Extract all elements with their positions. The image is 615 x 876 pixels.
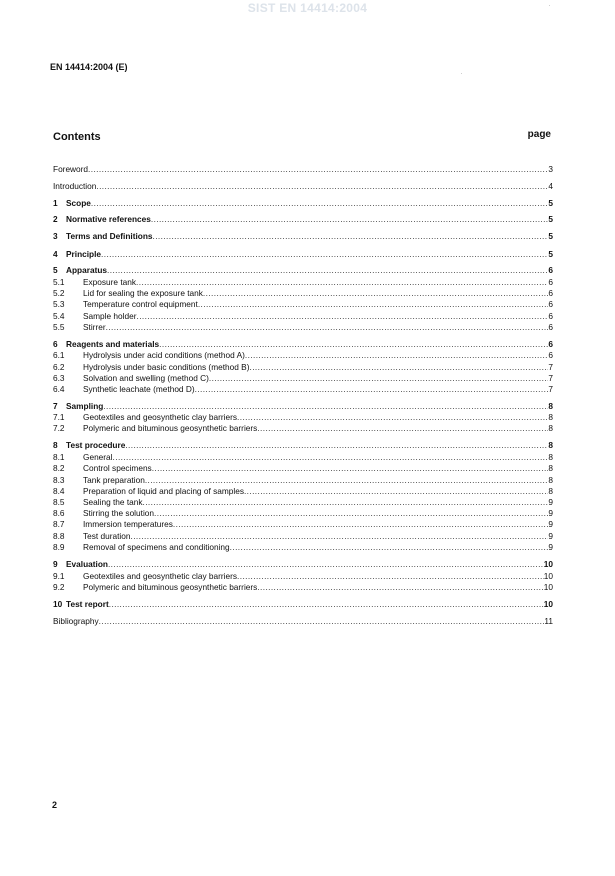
toc-entry-number: 5 [53,265,58,275]
toc-entry-page: 7 [548,384,553,394]
toc-entry-title: Foreword [53,164,89,174]
toc-entry-title: Normative references [66,214,151,224]
toc-entry-title: Solvation and swelling (method C) [83,373,209,383]
toc-dot-leader [152,462,549,474]
toc-entry-number: 5.3 [53,299,65,309]
toc-entry-page: 10 [543,571,553,581]
toc-entry[interactable] [53,248,553,260]
toc-entry-page: 9 [548,497,553,507]
toc-dot-leader [245,349,549,361]
toc-entry-page: 10 [543,582,553,592]
toc-entry-page: 8 [548,401,553,411]
toc-entry-page: 8 [548,463,553,473]
toc-dot-leader [230,541,549,553]
toc-entry[interactable] [53,197,553,209]
toc-entry-title: Scope [66,198,91,208]
toc-entry-page: 3 [548,164,553,174]
toc-entry-page: 7 [548,373,553,383]
toc-entry-page: 8 [548,486,553,496]
toc-entry[interactable] [53,230,553,242]
watermark: SIST EN 14414:2004 [247,1,368,15]
toc-entry-number: 6.4 [53,384,65,394]
toc-entry[interactable] [53,581,553,593]
toc-entry-title: Sample holder [83,311,137,321]
toc-entry-page: 8 [548,475,553,485]
toc-entry-page: 8 [548,452,553,462]
toc-entry-title: Introduction [53,181,97,191]
toc-entry-title: Stirring the solution [83,508,155,518]
page-number: 2 [52,800,58,810]
toc-entry-number: 9.1 [53,571,65,581]
toc-entry[interactable] [53,518,553,530]
toc-entry-number: 1 [53,198,58,208]
toc-entry-number: 8.2 [53,463,65,473]
toc-entry-page: 6 [548,299,553,309]
toc-entry-title: Lid for sealing the exposure tank [83,288,203,298]
toc-entry-title: Synthetic leachate (method D) [83,384,195,394]
toc-entry-title: General [83,452,113,462]
toc-dot-leader [106,321,549,333]
toc-entry-title: Stirrer [83,322,106,332]
toc-entry-title: Apparatus [66,265,108,275]
toc-entry-title: Principle [66,249,102,259]
toc-entry-title: Tank preparation [83,475,145,485]
toc-entry-page: 9 [548,531,553,541]
document-reference: EN 14414:2004 (E) [50,62,128,72]
toc-entry-page: 6 [548,322,553,332]
toc-entry-page: 8 [548,423,553,433]
toc-entry[interactable] [53,422,553,434]
toc-entry[interactable] [53,349,553,361]
toc-dot-leader [195,383,549,395]
toc-entry-page: 8 [548,412,553,422]
toc-entry[interactable] [53,615,553,627]
toc-entry-title: Test report [66,599,109,609]
toc-entry-number: 9 [53,559,58,569]
toc-entry-page: 5 [548,198,553,208]
toc-entry[interactable] [53,163,553,175]
toc-entry-page: 11 [544,616,553,626]
toc-entry-page: 5 [548,214,553,224]
toc-entry-number: 2 [53,214,58,224]
toc-dot-leader [257,581,543,593]
toc-entry-title: Hydrolysis under acid conditions (method A) [83,350,245,360]
toc-entry-page: 6 [548,350,553,360]
scan-speck [549,5,550,6]
toc-entry-page: 6 [548,311,553,321]
page-column-label: page [527,129,551,140]
toc-entry-number: 8.4 [53,486,65,496]
toc-entry-number: 8.9 [53,542,65,552]
toc-entry-number: 8.3 [53,475,65,485]
toc-entry-number: 7 [53,401,58,411]
toc-entry-title: Terms and Definitions [66,231,153,241]
toc-entry-number: 7.2 [53,423,65,433]
toc-entry-title: Temperature control equipment [83,299,198,309]
toc-entry[interactable] [53,321,553,333]
toc-entry-page: 9 [548,519,553,529]
scan-speck [461,73,462,74]
toc-entry-number: 7.1 [53,412,65,422]
toc-entry-title: Immersion temperatures [83,519,173,529]
toc-entry[interactable] [53,439,553,451]
toc-entry-title: Reagents and materials [66,339,160,349]
toc-entry-number: 5.2 [53,288,65,298]
toc-entry-title: Preparation of liquid and placing of samples [83,486,244,496]
toc-dot-leader [91,197,548,209]
toc-entry-number: 6.2 [53,362,65,372]
toc-entry-number: 3 [53,231,58,241]
toc-entry-page: 9 [548,542,553,552]
toc-entry-title: Geotextiles and geosynthetic clay barriers [83,412,238,422]
toc-entry-page: 7 [548,362,553,372]
toc-entry-title: Polymeric and bituminous geosynthetic barriers [83,582,258,592]
toc-entry-title: Sealing the tank [83,497,143,507]
toc-entry-number: 8 [53,440,58,450]
toc-entry-number: 8.7 [53,519,65,529]
toc-entry[interactable] [53,383,553,395]
toc-entry-title: Sampling [66,401,104,411]
toc-dot-leader [101,248,548,260]
toc-entry-number: 6.3 [53,373,65,383]
toc-dot-leader [151,213,549,225]
toc-entry-page: 6 [548,339,553,349]
toc-entry-page: 9 [548,508,553,518]
toc-dot-leader [153,230,549,242]
toc-entry-number: 8.5 [53,497,65,507]
toc-dot-leader [108,558,544,570]
toc-entry-title: Exposure tank [83,277,137,287]
toc-entry-page: 5 [548,231,553,241]
toc-dot-leader [125,439,548,451]
toc-entry-title: Control specimens [83,463,152,473]
toc-entry[interactable] [53,264,553,276]
toc-entry-number: 9.2 [53,582,65,592]
toc-dot-leader [173,518,548,530]
toc-entry[interactable] [53,213,553,225]
toc-dot-leader [198,298,549,310]
toc-entry-title: Test procedure [66,440,126,450]
toc-entry-number: 5.4 [53,311,65,321]
toc-entry-number: 8.8 [53,531,65,541]
toc-dot-leader [96,180,548,192]
toc-entry-number: 5.1 [53,277,65,287]
toc-entry-number: 6 [53,339,58,349]
toc-entry-title: Hydrolysis under basic conditions (method B) [83,362,250,372]
toc-entry-number: 6.1 [53,350,65,360]
toc-entry-page: 6 [548,277,553,287]
toc-entry-page: 6 [548,265,553,275]
toc-dot-leader [109,598,544,610]
toc-entry-number: 5.5 [53,322,65,332]
toc-entry[interactable] [53,558,553,570]
toc-entry-number: 8.1 [53,452,65,462]
toc-entry-page: 10 [543,599,553,609]
toc-dot-leader [88,163,548,175]
toc-entry-title: Test duration [83,531,131,541]
toc-entry-number: 10 [53,599,63,609]
toc-entry[interactable] [53,598,553,610]
toc-entry[interactable] [53,462,553,474]
toc-entry-title: Bibliography [53,616,99,626]
toc-dot-leader [257,422,548,434]
toc-entry-page: 6 [548,288,553,298]
toc-entry-page: 4 [548,181,553,191]
toc-entry-number: 8.6 [53,508,65,518]
toc-entry-title: Geotextiles and geosynthetic clay barriers [83,571,238,581]
toc-entry-page: 8 [548,440,553,450]
toc-entry-title: Polymeric and bituminous geosynthetic barriers [83,423,258,433]
toc-dot-leader [99,615,545,627]
toc-entry[interactable] [53,541,553,553]
toc-entry[interactable] [53,180,553,192]
contents-heading: Contents [53,131,101,143]
toc-entry[interactable] [53,298,553,310]
toc-entry-title: Removal of specimens and conditioning [83,542,230,552]
toc-entry-page: 10 [543,559,553,569]
toc-dot-leader [107,264,548,276]
toc-entry-number: 4 [53,249,58,259]
toc-entry-title: Evaluation [66,559,108,569]
toc-entry-page: 5 [548,249,553,259]
